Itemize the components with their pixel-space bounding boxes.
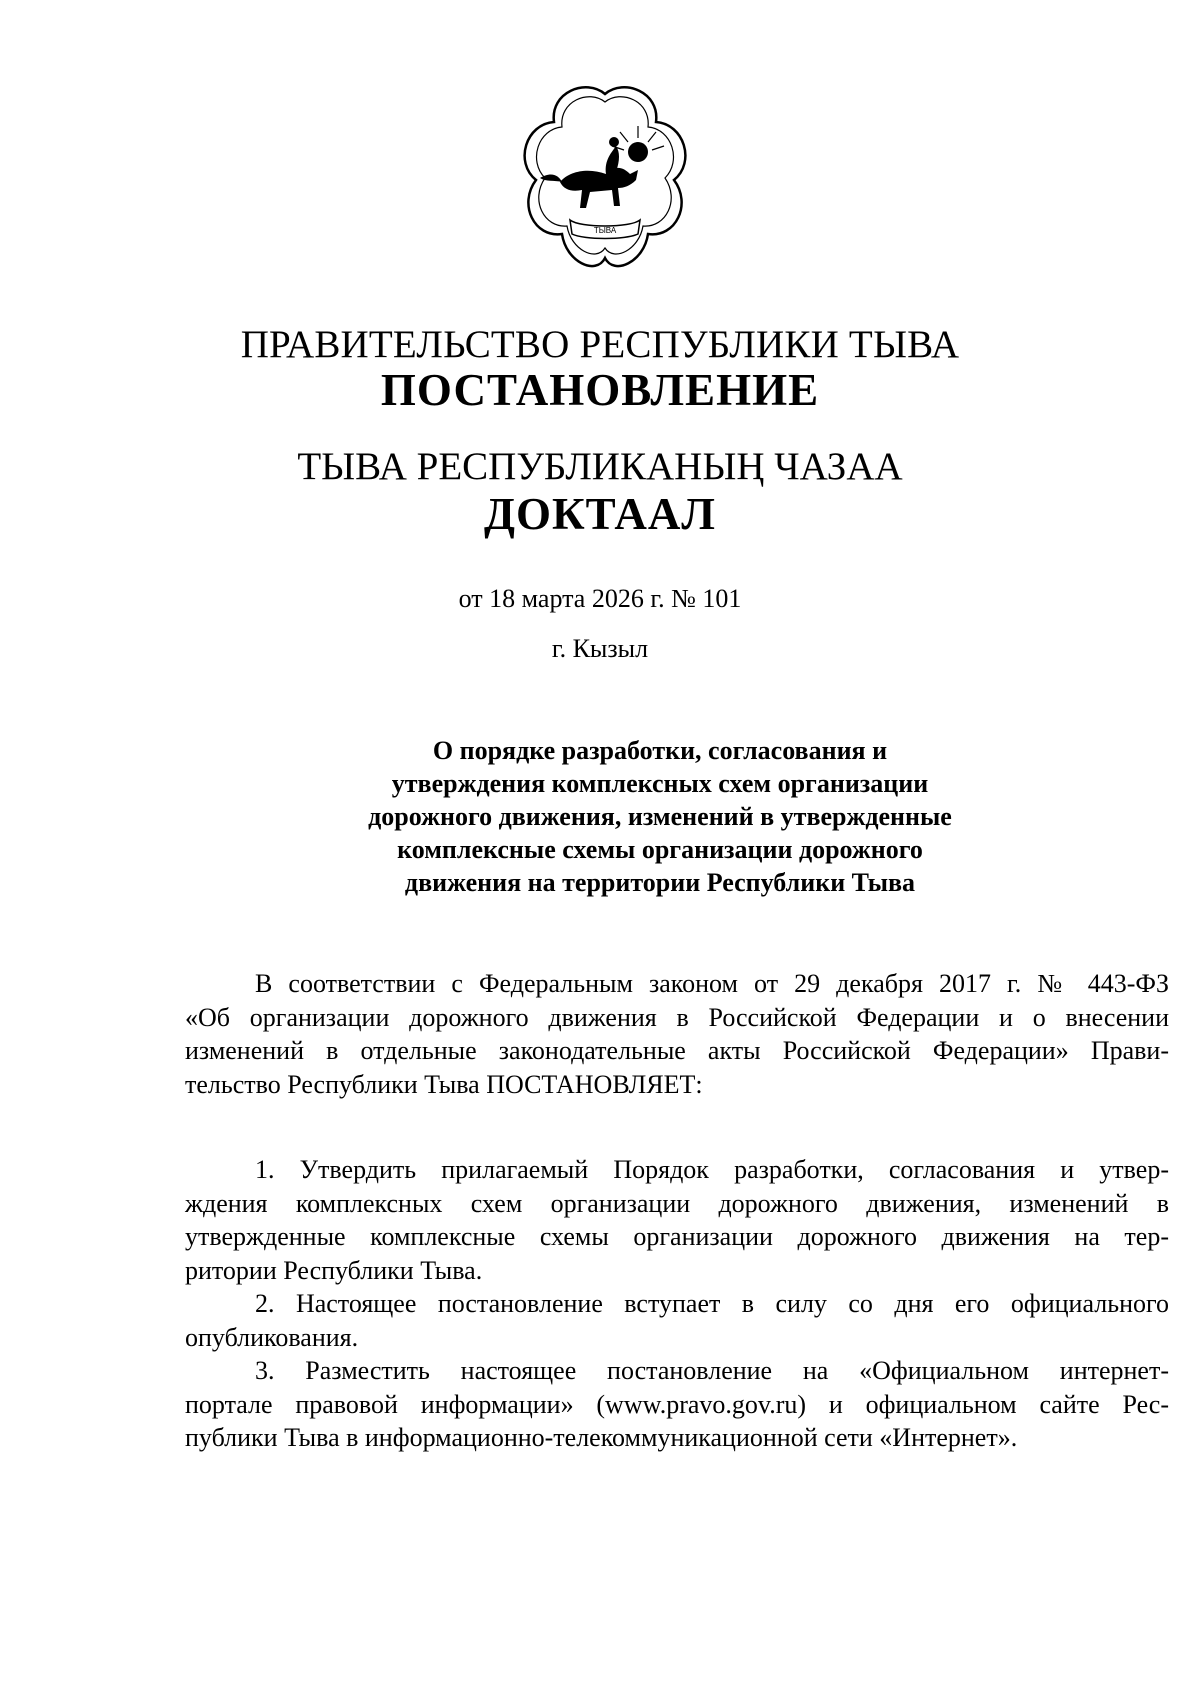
text-line: ритории Республики Тыва.: [185, 1255, 483, 1285]
title-line: движения на территории Республики Тыва: [404, 868, 916, 897]
government-name-tyv: ТЫВА РЕСПУБЛИКАНЫҢ ЧАЗАА: [297, 445, 903, 488]
decree-heading-tyv: ДОКТААЛ: [484, 489, 716, 539]
title-line: дорожного движения, изменений в утвержденные: [368, 802, 952, 831]
text-line: изменений в отдельные законодательные акты Российской Федерации» Прави-: [185, 1036, 1169, 1065]
item-3-paragraph: [185, 1354, 1169, 1455]
title-line: утверждения комплексных схем организации: [391, 769, 929, 798]
title-line: О порядке разработки, согласования и: [432, 736, 888, 765]
title-line: комплексные схемы организации дорожного: [397, 835, 923, 864]
text-line: тельство Республики Тыва ПОСТАНОВЛЯЕТ:: [185, 1069, 703, 1099]
text-line: публики Тыва в информационно-телекоммуникационной сети «Интернет».: [185, 1423, 1018, 1452]
text-line: опубликования.: [185, 1322, 359, 1352]
preamble-paragraph: [185, 967, 1169, 1101]
text-line: портале правовой информации» (www.pravo.gov.ru) и официальном сайте Рес-: [185, 1389, 1169, 1419]
coat-of-arms-icon: [520, 82, 690, 282]
decree-title: [300, 734, 1020, 899]
text-line: 3. Разместить настоящее постановление на «Официальном интернет-: [255, 1356, 1169, 1385]
text-line: В соответствии с Федеральным законом от 29 декабря 2017 г. № 443-ФЗ: [255, 969, 1169, 998]
text-line: «Об организации дорожного движения в Российской Федерации и о внесении: [185, 1002, 1169, 1032]
item-2-paragraph: [185, 1287, 1169, 1354]
item-1-paragraph: [185, 1153, 1169, 1287]
text-line: 1. Утвердить прилагаемый Порядок разработки, согласования и утвер-: [255, 1155, 1169, 1184]
decree-heading-ru: ПОСТАНОВЛЕНИЕ: [380, 365, 820, 415]
text-line: 2. Настоящее постановление вступает в силу со дня его официального: [255, 1289, 1169, 1318]
text-line: ждения комплексных схем организации дорожного движения, изменений в: [185, 1188, 1169, 1218]
decree-city: г. Кызыл: [551, 634, 649, 663]
text-line: утвержденные комплексные схемы организации дорожного движения на тер-: [185, 1222, 1169, 1251]
government-name-ru: ПРАВИТЕЛЬСТВО РЕСПУБЛИКИ ТЫВА: [240, 323, 960, 366]
decree-date-number: от 18 марта 2026 г. № 101: [458, 584, 742, 613]
svg-text:ТЫВА: ТЫВА: [593, 226, 617, 235]
